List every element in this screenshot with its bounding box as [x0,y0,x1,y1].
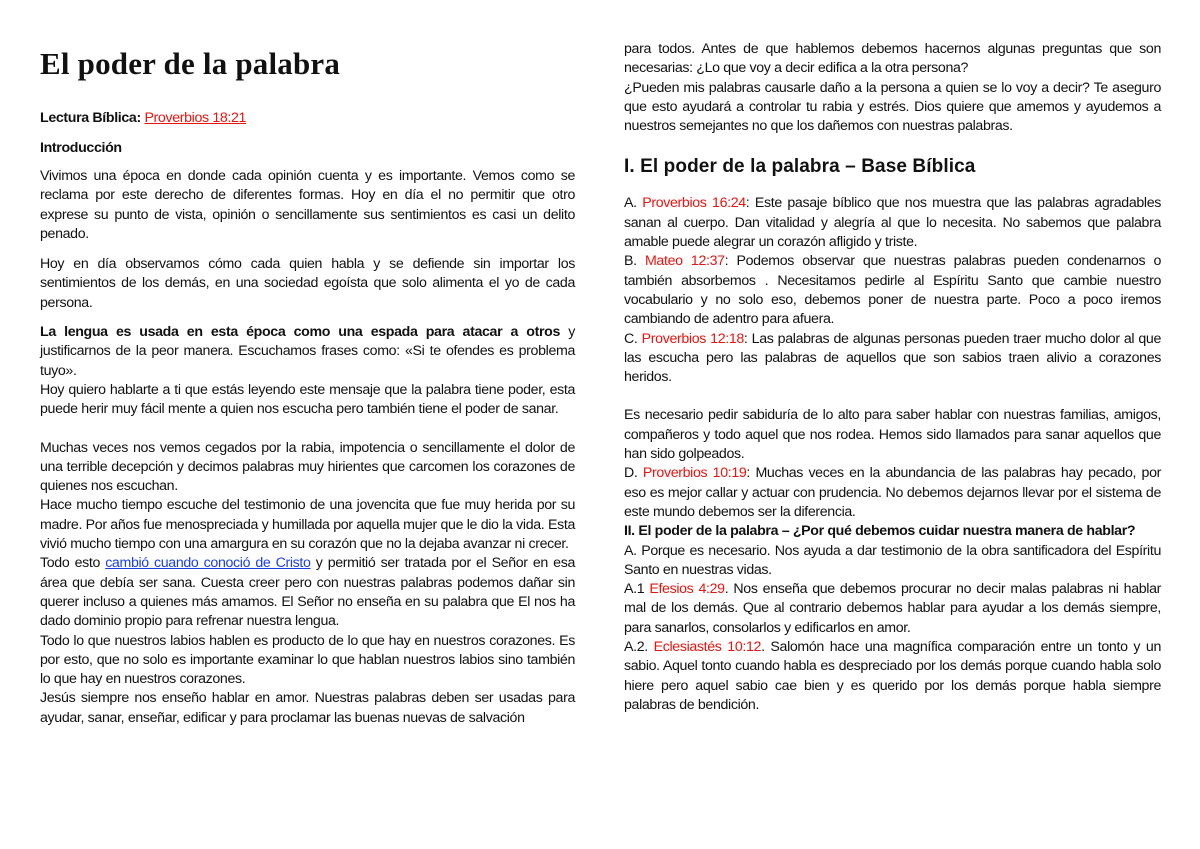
point-c-label: C. [624,330,642,347]
point-a1-label: A.1 [624,581,650,598]
intro-paragraph-1: Vivimos una época en donde cada opinión cuenta y es importante. Vemos como se reclama por este derecho de diferentes formas. Hoy en día el no permitir que otro exprese su punto de vista, opinión o sencillamente sus sentimientos es casi un delito penado. [40,168,575,242]
right-column [624,0,1161,715]
lectura-line [40,110,575,126]
paragraph-cristo [40,554,575,631]
point-c [624,330,1161,388]
section-heading-2: II. El poder de la palabra – ¿Por qué debemos cuidar nuestra manera de hablar? [624,523,1136,540]
point-b-reference: Mateo 12:37 [644,253,725,270]
point-a-label: A. [624,195,643,212]
point-b-text: : Podemos observar que nuestras palabras pueden condenarnos o también absorbemos . Necesitamos pedirle al Espíritu Santo que cambie nuestro vocabulario y no solo eso, debemos poner de nuestra parte. Poco a poco iremos cambiando de adentro para afuera. [624,253,1162,328]
point-a2 [624,638,1161,715]
paragraph-jesus: Jesús siempre nos enseño hablar en amor. Nuestras palabras deben ser usadas para ayudar, sanar, enseñar, edificar y para proclamar las buenas nuevas de salvación [40,690,575,726]
point-c-reference: Proverbios 12:18 [641,330,744,347]
point-a2-label: A.2. [624,639,654,656]
paragraph-ceguera: Muchas veces nos vemos cegados por la rabia, impotencia o sencillamente el dolor de una terrible decepción y decimos palabras muy hirientes que carcomen los corazones de quienes nos escuchan. [40,439,575,495]
point-a-reference: Proverbios 16:24 [642,195,746,212]
point-a2-text: . Salomón hace una magnífica comparación entre un tonto y un sabio. Aquel tonto cuando habla es despreciado por los demás porque cuando habla solo hiere pero aquel sabio cae bien y es querido por los demás porque habla siempre palabras de bendición. [624,639,1161,713]
point-d-text: : Muchas veces en la abundancia de las palabras hay pecado, por eso es mejor callar y actuar con prudencia. No debemos dejarnos llevar por el sistema de este mundo debemos ser la diferencia. [624,465,1161,520]
cristo-pre-text: Todo esto [40,555,106,572]
section-heading-1: I. El poder de la palabra – Base Bíblica [624,156,976,178]
point-d [624,464,1161,522]
lectura-reference-link[interactable]: Proverbios 18:21 [144,110,247,126]
point-a [624,194,1161,252]
intro-heading: Introducción [40,140,122,156]
lengua-bold-text: La lengua es usada en esta época como una espada para atacar a otros [40,324,560,341]
point-ii-a: A. Porque es necesario. Nos ayuda a dar testimonio de la obra santificadora del Espíritu Santo en nuestras vidas. [624,542,1161,578]
point-a1-reference: Efesios 4:29 [649,581,725,598]
intro-paragraph-3b: Hoy quiero hablarte a ti que estás leyendo este mensaje que la palabra tiene poder, esta puede herir muy fácil mente a quien nos escucha pero también tiene el poder de sanar. [40,381,575,418]
point-d-label: D. [624,465,643,482]
point-a2-reference: Eclesiastés 10:12 [653,639,762,656]
paragraph-labios: Todo lo que nuestros labios hablen es producto de lo que hay en nuestros corazones. Es por esto, que no solo es importante examinar lo que hablan nuestros labios sino también lo que hay en nuestros corazones. [40,632,575,688]
point-d-reference: Proverbios 10:19 [642,465,747,482]
left-column [40,0,575,728]
page-title: El poder de la palabra [40,46,341,81]
lengua-rest-text: y justificarnos de la peor manera. Escuchamos frases como: «Si te ofendes es problema tuyo». [40,324,575,379]
point-b [624,252,1161,329]
paragraph-testimonio: Hace mucho tiempo escuche del testimonio de una jovencita que fue muy herida por su madre. Por años fue menospreciada y humillada por aquella mujer que le dio la vida. Esta vivió mucho tiempo con una amargura en su corazón que no la dejaba avanzar ni crecer. [40,497,575,553]
cristo-link[interactable]: cambió cuando conoció de Cristo [105,555,311,572]
wisdom-paragraph: Es necesario pedir sabiduría de lo alto para saber hablar con nuestras familias, amigos, compañeros y todo aquel que nos rodea. Hemos sido llamados para sanar aquellos que han sido golpeados. [624,407,1161,463]
point-b-label: B. [624,253,645,270]
continuation-paragraph: para todos. Antes de que hablemos debemos hacernos algunas preguntas que son necesarias: ¿Lo que voy a decir edifica a la otra persona? [624,41,1161,77]
point-a-text: : Este pasaje bíblico que nos muestra que las palabras agradables sanan al cuerpo. Dan vitalidad y alegría al que lo necesita. No sabemos que palabra amable puede alegrar un corazón afligido y triste. [624,195,1161,251]
point-a1-text: . Nos enseña que debemos procurar no decir malas palabras ni hablar mal de los demás. Que al contrario debemos hablar para ayudar a los demás siempre, para sanarlos, consolarlos y edificarlos en amor. [624,581,1161,636]
point-a1 [624,580,1161,638]
point-c-text: : Las palabras de algunas personas pueden traer mucho dolor al que las escucha pero las palabras de aquellos que son sabios traen alivio a corazones heridos. [624,330,1161,386]
lectura-label: Lectura Bíblica: [40,110,141,126]
intro-paragraph-3 [40,323,575,381]
intro-paragraph-2: Hoy en día observamos cómo cada quien habla y se defiende sin importar los sentimientos de los demás, en una sociedad egoísta que solo alimenta el yo de cada persona. [40,256,575,311]
cristo-post-text: y permitió ser tratada por el Señor en esa área que debía ser sana. Cuesta creer pero con nuestras palabras podemos dañar sin querer incluso a quienes más amamos. El Señor no enseña en su palabra que El nos ha dado dominio propio para refrenar nuestra lengua. [40,555,575,630]
questions-paragraph: ¿Pueden mis palabras causarle daño a la persona a quien se lo voy a decir? Te aseguro que esto ayudará a controlar tu rabia y estrés. Dios quiere que amemos y ayudemos a nuestros semejantes no que los dañemos con nuestras palabras. [624,79,1161,135]
